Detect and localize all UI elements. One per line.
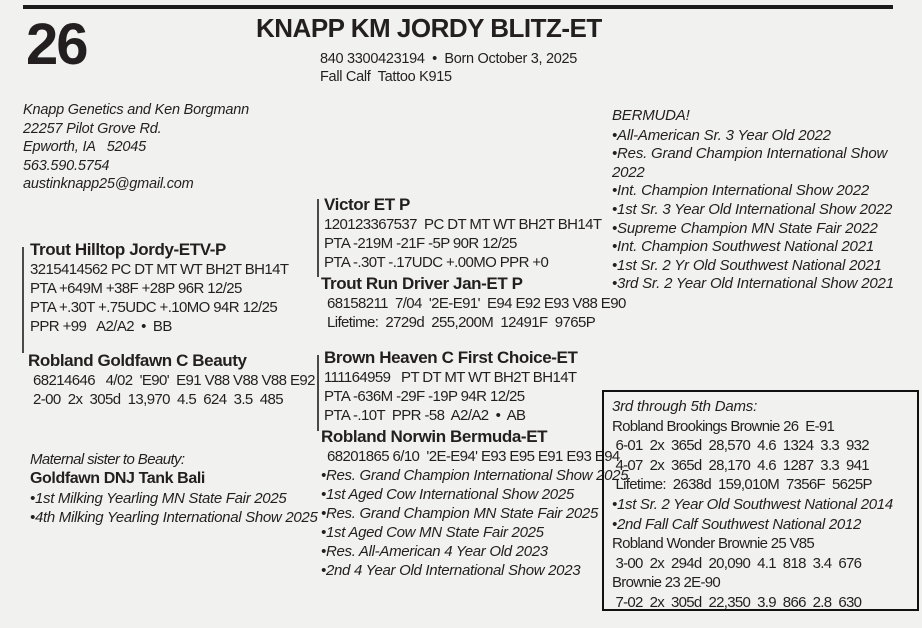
further-dams-heading: 3rd through 5th Dams: bbox=[612, 398, 758, 415]
dams-sire-pta-line: PTA -636M -29F -19P 94R 12/25 bbox=[324, 388, 525, 405]
sires-dam-name: Trout Run Driver Jan-ET P bbox=[321, 274, 523, 293]
pedigree-bracket-line bbox=[317, 199, 319, 277]
dams-dam-block bbox=[321, 427, 628, 580]
pedigree-bracket-line bbox=[22, 247, 24, 353]
lactation-record: 4-07 2x 365d 28,170 4.6 1287 3.3 941 bbox=[612, 456, 869, 474]
highlight-item: •3rd Sr. 2 Year Old International Show 2021 bbox=[612, 275, 894, 293]
dams-sire-pta-line: PTA -.10T PPR -58 A2/A2 • AB bbox=[324, 407, 526, 424]
show-result-item: •2nd 4 Year Old International Show 2023 bbox=[321, 562, 581, 579]
dams-sire-id-line: 111164959 PT DT MT WT BH2T BH14T bbox=[324, 369, 577, 386]
maternal-sister-block bbox=[30, 450, 318, 527]
sires-sire-name: Victor ET P bbox=[324, 195, 410, 214]
show-result-item: •2nd Fall Calf Southwest National 2012 bbox=[612, 515, 862, 533]
sires-sire-block bbox=[324, 195, 601, 272]
show-result-item: •4th Milking Yearling International Show 2025 bbox=[30, 509, 318, 526]
sire-id-line: 3215414562 PC DT MT WT BH2T BH14T bbox=[30, 261, 289, 278]
lifetime-record: Lifetime: 2638d 159,010M 7356F 5625P bbox=[612, 476, 872, 494]
show-result-item: •Res. Grand Champion International Show 2025 bbox=[321, 467, 629, 484]
show-result-item: •1st Sr. 2 Year Old Southwest National 2014 bbox=[612, 495, 893, 513]
highlight-item: •Res. Grand Champion International Show 2022 bbox=[612, 145, 888, 181]
show-result-item: •Res. Grand Champion MN State Fair 2025 bbox=[321, 505, 599, 522]
consignor-address-street: 22257 Pilot Grove Rd. bbox=[23, 120, 162, 137]
registration-line: 840 3300423194 • Born October 3, 2025 bbox=[320, 51, 577, 67]
maternal-sister-label: Maternal sister to Beauty: bbox=[30, 451, 185, 468]
sires-sire-pta-line: PTA -219M -21F -5P 90R 12/25 bbox=[324, 235, 517, 252]
lactation-record: 7-02 2x 305d 22,350 3.9 866 2.8 630 bbox=[612, 593, 862, 611]
consignor-address-city: Epworth, IA 52045 bbox=[23, 139, 147, 156]
sires-dam-score-line: 68158211 7/04 '2E-E91' E94 E92 E93 V88 E90 bbox=[327, 295, 626, 312]
highlight-item: •Int. Champion International Show 2022 bbox=[612, 182, 869, 200]
sires-dam-block bbox=[321, 274, 626, 332]
highlight-item: •All-American Sr. 3 Year Old 2022 bbox=[612, 126, 831, 144]
sire-pta-line: PTA +.30T +.75UDC +.10MO 94R 12/25 bbox=[30, 299, 278, 316]
fifth-dam-name: Brownie 23 2E-90 bbox=[612, 574, 721, 592]
bermuda-highlights-title: BERMUDA! bbox=[612, 107, 690, 124]
sire-ppr-line: PPR +99 A2/A2 • BB bbox=[30, 318, 172, 335]
sires-dam-lifetime-line: Lifetime: 2729d 255,200M 12491F 9765P bbox=[327, 314, 596, 331]
dams-sire-block bbox=[324, 348, 577, 425]
dam-name: Robland Goldfawn C Beauty bbox=[28, 351, 247, 370]
animal-name-title: KNAPP KM JORDY BLITZ-ET bbox=[256, 13, 602, 43]
fourth-dam-name: Robland Wonder Brownie 25 V85 bbox=[612, 535, 815, 553]
highlight-item: •Int. Champion Southwest National 2021 bbox=[612, 238, 874, 256]
lactation-record: 3-00 2x 294d 20,090 4.1 818 3.4 676 bbox=[612, 554, 862, 572]
highlight-item: •1st Sr. 2 Yr Old Southwest National 2021 bbox=[612, 256, 882, 274]
highlight-item: •Supreme Champion MN State Fair 2022 bbox=[612, 219, 878, 237]
dam-score-line: 68214646 4/02 'E90' E91 V88 V88 V88 E92 bbox=[33, 372, 315, 389]
further-dams-box bbox=[602, 390, 919, 611]
calf-tattoo-line: Fall Calf Tattoo K915 bbox=[320, 69, 452, 85]
header bbox=[256, 13, 602, 86]
consignor-phone: 563.590.5754 bbox=[23, 157, 110, 174]
sire-pta-line: PTA +649M +38F +28P 96R 12/25 bbox=[30, 280, 242, 297]
show-result-item: •1st Aged Cow International Show 2025 bbox=[321, 486, 574, 503]
pedigree-bracket-line bbox=[317, 355, 319, 431]
show-result-item: •1st Milking Yearling MN State Fair 2025 bbox=[30, 490, 287, 507]
consignor-email: austinknapp25@gmail.com bbox=[23, 176, 194, 193]
bermuda-highlights bbox=[612, 107, 922, 294]
lot-number: 26 bbox=[26, 12, 87, 77]
sires-sire-pta-line: PTA -.30T -.17UDC +.00MO PPR +0 bbox=[324, 254, 549, 271]
consignor-name: Knapp Genetics and Ken Borgmann bbox=[23, 102, 249, 118]
show-result-item: •Res. All-American 4 Year Old 2023 bbox=[321, 543, 548, 560]
dams-dam-name: Robland Norwin Bermuda-ET bbox=[321, 427, 548, 446]
maternal-sister-name: Goldfawn DNJ Tank Bali bbox=[30, 470, 205, 487]
sire-block bbox=[30, 240, 288, 336]
top-rule bbox=[23, 5, 893, 9]
third-dam-name: Robland Brookings Brownie 26 E-91 bbox=[612, 417, 835, 435]
dam-record-line: 2-00 2x 305d 13,970 4.5 624 3.5 485 bbox=[33, 391, 284, 408]
sire-name: Trout Hilltop Jordy-ETV-P bbox=[30, 240, 226, 259]
dam-block bbox=[28, 351, 315, 409]
dams-dam-score-line: 68201865 6/10 '2E-E94' E93 E95 E91 E93 E94 bbox=[327, 448, 620, 465]
lactation-record: 6-01 2x 365d 28,570 4.6 1324 3.3 932 bbox=[612, 437, 869, 455]
consignor-block bbox=[23, 101, 249, 194]
highlight-item: •1st Sr. 3 Year Old International Show 2022 bbox=[612, 200, 893, 218]
show-result-item: •1st Aged Cow MN State Fair 2025 bbox=[321, 524, 544, 541]
dams-sire-name: Brown Heaven C First Choice-ET bbox=[324, 348, 578, 367]
sires-sire-id-line: 120123367537 PC DT MT WT BH2T BH14T bbox=[324, 216, 602, 233]
